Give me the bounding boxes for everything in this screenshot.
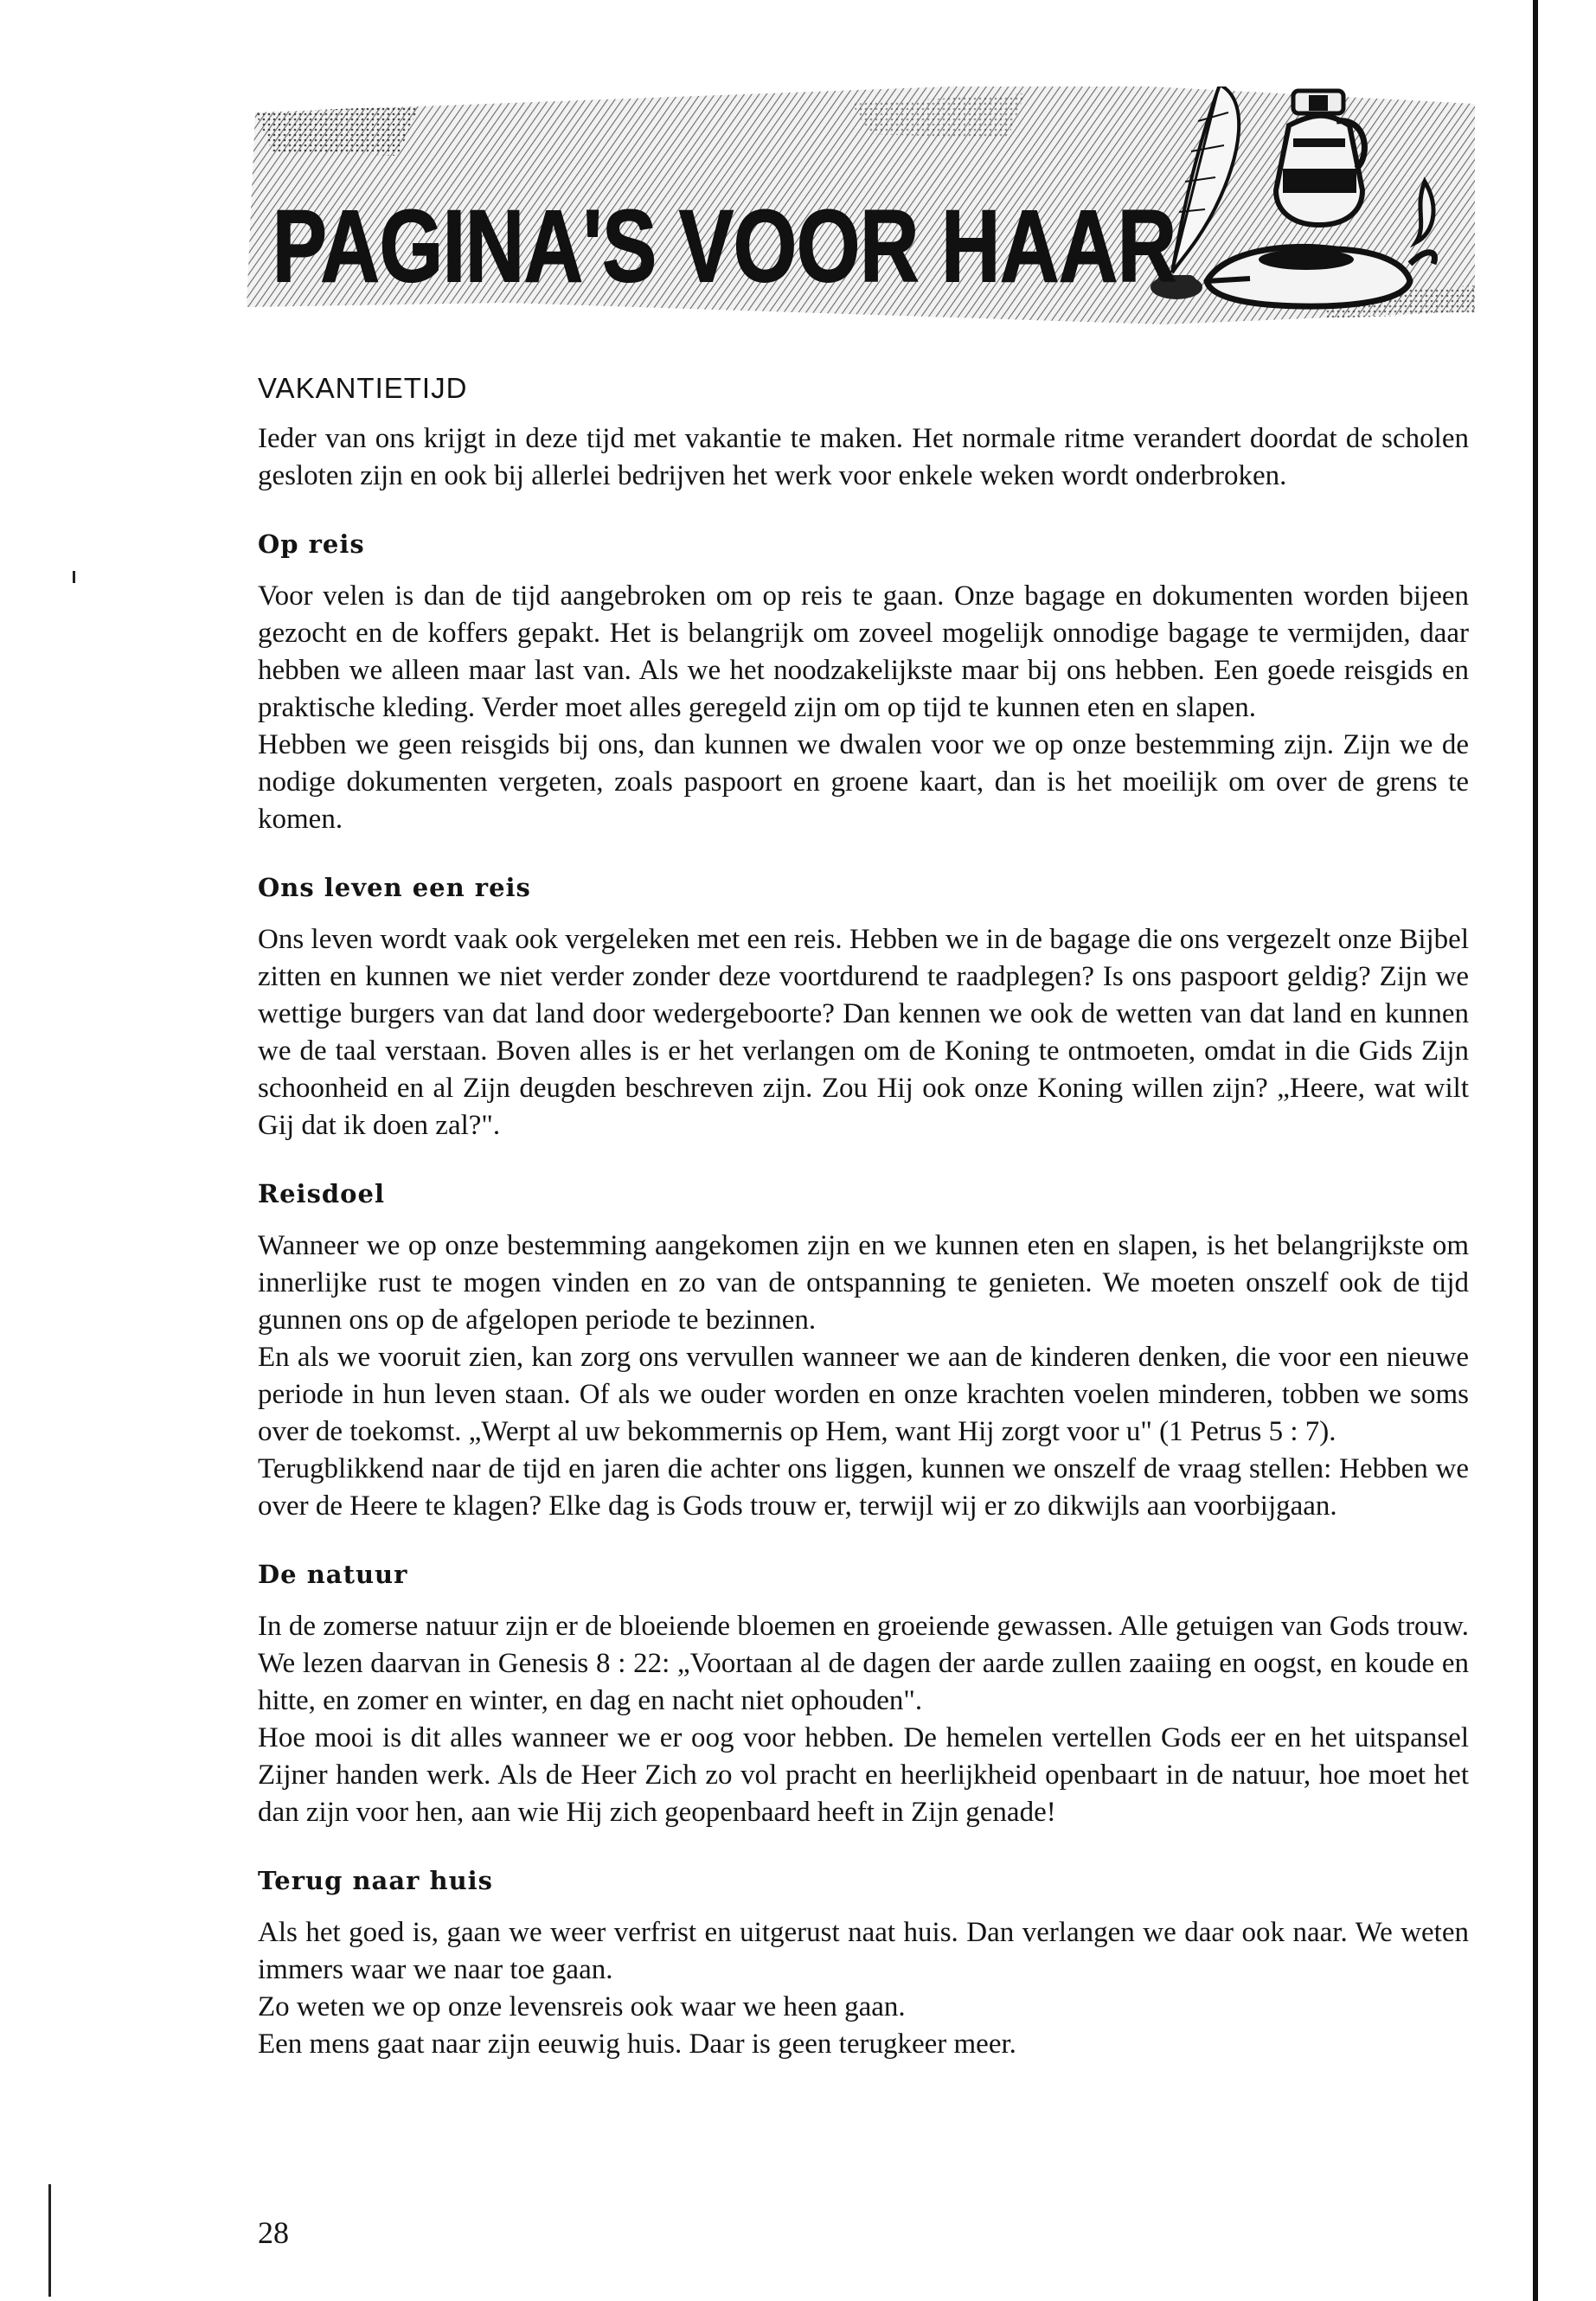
scan-mark (73, 571, 75, 583)
paragraph: Hebben we geen reisgids bij ons, dan kunnen we dwalen voor we op onze bestemming zijn. Zijn we de nodige dokumenten vergeten, zoals paspoort en groene kaart, dan is het moeilijk om over de grens te komen. (258, 729, 1469, 835)
paragraph: Hoe mooi is dit alles wanneer we er oog voor hebben. De hemelen vertellen Gods eer en het uitspansel Zijner handen werk. Als de Heer Zich zo vol pracht en heerlijkheid openbaart in de natuur, hoe moet het dan zijn voor hen, aan wie Hij zich geopenbaard heeft in Zijn genade! (258, 1722, 1469, 1828)
article-title: VAKANTIETIJD (258, 372, 468, 404)
paragraph: Als het goed is, gaan we weer verfrist en uitgerust naat huis. Dan verlangen we daar ook naar. We weten immers waar we naar toe gaan. (258, 1917, 1469, 1985)
paragraph: Voor velen is dan de tijd aangebroken om op reis te gaan. Onze bagage en dokumenten worden bijeen gezocht en de koffers gepakt. Het is belangrijk om zoveel mogelijk onnodige bagage te vermijden, daar hebben we alleen maar last van. Als we het noodzakelijkste maar bij ons hebben. Een goede reisgids en praktische kleding. Verder moet alles geregeld zijn om op tijd te kunnen eten en slapen. (258, 580, 1469, 723)
page-number: 28 (258, 2215, 289, 2250)
paragraph: In de zomerse natuur zijn er de bloeiende bloemen en groeiende gewassen. Alle getuigen van Gods trouw. We lezen daarvan in Genesis 8 : 22: „Voortaan al de dagen der aarde zullen zaaiing en oogst, en koude en hitte, en zomer en winter, en dag en nacht niet ophouden". (258, 1611, 1469, 1716)
header-banner (247, 87, 1475, 324)
article (258, 372, 1469, 2063)
paragraph: Wanneer we op onze bestemming aangekomen zijn en we kunnen eten en slapen, is het belangrijkste om innerlijke rust te mogen vinden en zo van de ontspanning te genieten. We moeten onszelf ook de tijd gunnen ons op de afgelopen periode te bezinnen. (258, 1230, 1469, 1336)
section-heading-de-natuur: De natuur (258, 1560, 408, 1589)
section-heading-ons-leven-een-reis: Ons leven een reis (258, 873, 531, 902)
intro-paragraph: Ieder van ons krijgt in deze tijd met vakantie te maken. Het normale ritme verandert doordat de scholen gesloten zijn en ook bij allerlei bedrijven het werk voor enkele weken wordt onderbroken. (258, 423, 1469, 491)
section-heading-reisdoel: Reisdoel (258, 1179, 385, 1208)
page-edge-line (1533, 0, 1538, 2301)
paragraph: Zo weten we op onze levensreis ook waar we heen gaan. (258, 1991, 906, 2022)
section-heading-op-reis: Op reis (258, 529, 365, 559)
scan-mark (48, 2184, 51, 2297)
banner-title: PAGINA'S VOOR HAAR (272, 189, 1176, 304)
paragraph: En als we vooruit zien, kan zorg ons vervullen wanneer we aan de kinderen denken, die voor een nieuwe periode in hun leven staan. Of als we ouder worden en onze krachten voelen minderen, tobben we soms over de toekomst. „Werpt al uw bekommernis op Hem, want Hij zorgt voor u" (1 Petrus 5 : 7). (258, 1342, 1469, 1447)
section-heading-terug-naar-huis: Terug naar huis (258, 1866, 493, 1895)
paragraph: Een mens gaat naar zijn eeuwig huis. Daar is geen terugkeer meer. (258, 2029, 1016, 2060)
paragraph: Ons leven wordt vaak ook vergeleken met een reis. Hebben we in de bagage die ons vergezelt onze Bijbel zitten en kunnen we niet verder zonder deze voortdurend te raadplegen? Is ons paspoort geldig? Zijn we wettige burgers van dat land door wedergeboorte? Dan kennen we ook de wetten van dat land en kunnen we de taal verstaan. Boven alles is er het verlangen om de Koning te ontmoeten, omdat in die Gids Zijn schoonheid en al Zijn deugden beschreven zijn. Zou Hij ook onze Koning willen zijn? „Heere, wat wilt Gij dat ik doen zal?". (258, 924, 1469, 1141)
paragraph: Terugblikkend naar de tijd en jaren die achter ons liggen, kunnen we onszelf de vraag stellen: Hebben we over de Heere te klagen? Elke dag is Gods trouw er, terwijl wij er zo dikwijls aan voorbijgaan. (258, 1453, 1469, 1522)
